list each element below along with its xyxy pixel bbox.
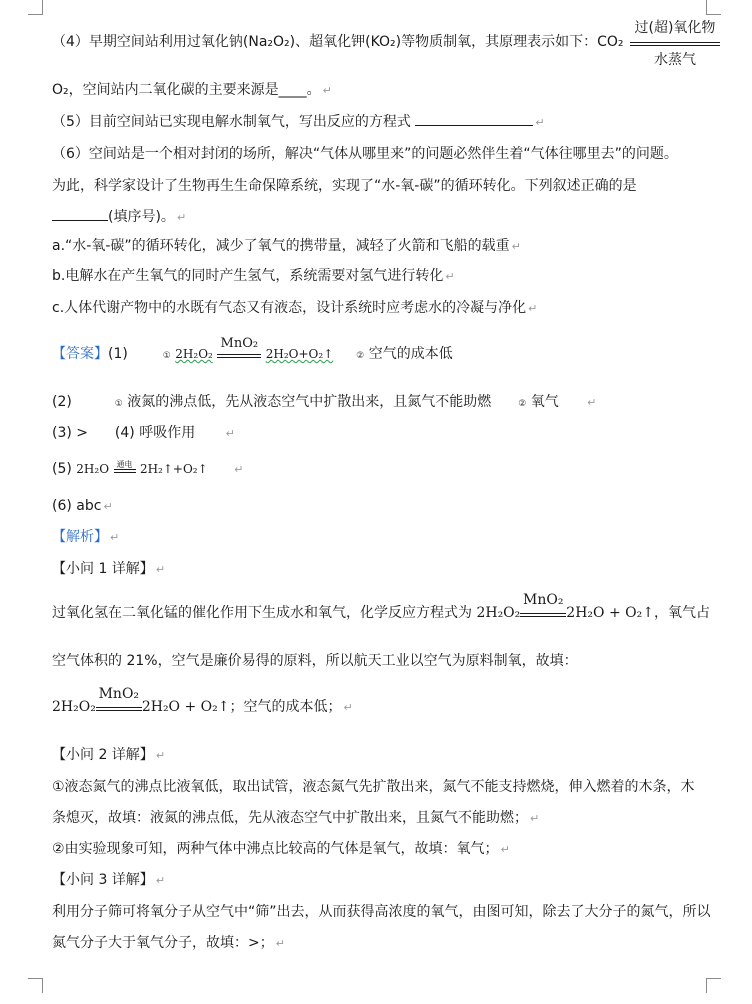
sub3-line1-text: 利用分子筛可将氧分子从空气中“筛”出去，从而获得高浓度的氧气，由图可知，除去了大分子的氮气，所以 xyxy=(52,904,711,920)
question-6-line3 xyxy=(52,206,186,228)
sub1-title xyxy=(52,559,165,580)
paragraph-mark: ↵ xyxy=(322,84,332,97)
answer-2-circle-1: ① xyxy=(114,399,123,409)
paragraph-mark: ↵ xyxy=(535,116,545,129)
paragraph-mark: ↵ xyxy=(445,270,455,283)
sub1-title-text: 【小问 1 详解】 xyxy=(52,561,154,577)
q4-cont: O₂，空间站内二氧化碳的主要来源是____。 xyxy=(52,82,321,98)
paragraph-mark: ↵ xyxy=(110,531,120,544)
question-4-cont xyxy=(52,80,332,101)
sub1-line2 xyxy=(52,651,578,671)
q6-answer-blank[interactable] xyxy=(52,206,108,221)
answer-1-circle-2: ② xyxy=(356,351,365,361)
sub1-line3-eq-arrow xyxy=(96,686,142,711)
analysis-label: 【解析】 xyxy=(52,529,108,545)
answer-1-arrow-bars xyxy=(217,354,261,358)
q6-line2: 为此，科学家设计了生物再生生命保障系统，实现了“水-氧-碳”的循环转化。下列叙述正确的是 xyxy=(52,178,637,194)
answer-line-6 xyxy=(52,496,113,517)
answer-1-circle-1: ① xyxy=(162,351,171,361)
paragraph-mark: ↵ xyxy=(587,396,597,409)
paragraph-mark: ↵ xyxy=(234,463,244,476)
q6-option-c xyxy=(52,298,537,319)
sub2-title xyxy=(52,745,165,766)
q5-text: （5）目前空间站已实现电解水制氧气，写出反应的方程式 xyxy=(52,114,411,130)
paragraph-mark: ↵ xyxy=(343,701,353,714)
sub2-line2-text: 条熄灭，故填：液氮的沸点低，先从液态空气中扩散出来，且氮气不能助燃； xyxy=(52,810,528,826)
answer-3: (3) > xyxy=(52,425,89,441)
q6-option-c-text: c.人体代谢产物中的水既有气态又有液态，设计系统时应考虑水的冷凝与净化 xyxy=(52,300,527,316)
question-5 xyxy=(52,111,545,133)
analysis-heading xyxy=(52,527,119,548)
answer-label: 【答案】 xyxy=(52,346,108,362)
q6-line1: （6）空间站是一个相对封闭的场所，解决“气体从哪里来”的问题必然伴生着“气体往哪里去”的问题。 xyxy=(52,146,678,162)
answer-2-circle-2: ② xyxy=(518,399,527,409)
question-4 xyxy=(52,20,720,68)
answer-5-rhs: 2H₂↑+O₂↑ xyxy=(139,462,208,476)
paragraph-mark: ↵ xyxy=(225,427,235,440)
sub1-eq-arrow xyxy=(520,592,566,617)
q4-arrow-top: 过(超)氧化物 xyxy=(634,20,716,36)
sub2-line1 xyxy=(52,777,695,797)
q6-option-b-text: b.电解水在产生氧气的同时产生氢气，系统需要对氢气进行转化 xyxy=(52,268,444,284)
answer-1-number: (1) xyxy=(108,346,128,362)
answer-1-catalyst: MnO₂ xyxy=(220,336,259,351)
sub1-line3 xyxy=(52,686,353,718)
answer-6: (6) abc xyxy=(52,498,102,514)
sub1-eq-lhs: 2H₂O₂ xyxy=(476,605,521,621)
sub1-eq-catalyst: MnO₂ xyxy=(523,592,564,608)
question-6-line2 xyxy=(52,176,637,196)
q4-reaction-arrow xyxy=(630,20,720,68)
sub1-line1 xyxy=(52,592,710,623)
answer-2-text: 液氮的沸点低，先从液态空气中扩散出来，且氮气不能助燃 xyxy=(127,394,492,410)
margin-corner-top-right xyxy=(706,0,721,15)
sub1-eq-rhs: 2H₂O + O₂↑ xyxy=(566,605,654,621)
answer-line-5 xyxy=(52,459,243,480)
answer-line-3-4 xyxy=(52,423,235,444)
paragraph-mark: ↵ xyxy=(155,749,166,762)
sub3-line1 xyxy=(52,902,711,922)
answer-2-text2: 氧气 xyxy=(530,394,559,410)
sub1-line3-eq-rhs: 2H₂O + O₂↑ xyxy=(141,699,230,715)
answer-5-lhs: 2H₂O xyxy=(76,462,110,476)
q6-option-a-text: a.“水-氧-碳”的循环转化，减少了氧气的携带量，减轻了火箭和飞船的载重 xyxy=(52,238,510,254)
answer-line-2 xyxy=(52,392,596,414)
sub3-line2-text: 氮气分子大于氧气分子，故填：>； xyxy=(52,935,274,951)
answer-1-lhs: 2H₂O₂ xyxy=(175,347,213,361)
sub1-line1-end: ，氧气占 xyxy=(653,605,710,621)
q6-option-a xyxy=(52,236,521,257)
q4-arrow-bars xyxy=(630,42,720,46)
margin-corner-bottom-left xyxy=(28,978,43,993)
q6-option-b xyxy=(52,266,455,287)
paragraph-mark: ↵ xyxy=(530,812,540,825)
sub1-line3-eq-bars xyxy=(96,707,142,711)
sub2-line3 xyxy=(52,839,510,860)
question-6-line1 xyxy=(52,144,678,164)
margin-corner-bottom-right xyxy=(706,978,721,993)
sub2-line2 xyxy=(52,808,539,829)
q6-line3: (填序号)。 xyxy=(108,209,175,225)
q4-text: （4）早期空间站利用过氧化钠(Na₂O₂)、超氧化钾(KO₂)等物质制氧，其原理表示如下：CO₂ xyxy=(52,34,624,50)
sub2-line1-text: ①液态氮气的沸点比液氧低，取出试管，液态氮气先扩散出来，氮气不能支持燃烧，伸入燃着的木条，木 xyxy=(52,779,695,795)
sub1-eq-bars xyxy=(520,613,566,617)
paragraph-mark: ↵ xyxy=(500,843,510,856)
answer-5-number: (5) xyxy=(52,461,72,477)
sub1-line3-end: ；空气的成本低； xyxy=(229,699,342,715)
paragraph-mark: ↵ xyxy=(511,240,521,253)
q4-arrow-bottom: 水蒸气 xyxy=(653,52,696,68)
sub1-line2-text: 空气体积的 21%，空气是廉价易得的原料，所以航天工业以空气为原料制氧，故填： xyxy=(52,653,578,669)
sub1-line3-eq-catalyst: MnO₂ xyxy=(98,686,140,702)
answer-line-1 xyxy=(52,336,453,366)
margin-corner-top-left xyxy=(28,0,43,15)
answer-1-arrow xyxy=(217,336,261,358)
paragraph-mark: ↵ xyxy=(155,563,166,576)
sub3-line2 xyxy=(52,933,285,954)
paragraph-mark: ↵ xyxy=(155,874,166,887)
answer-2-number: (2) xyxy=(52,394,72,410)
paragraph-mark: ↵ xyxy=(528,302,538,315)
sub2-title-text: 【小问 2 详解】 xyxy=(52,747,154,763)
paragraph-mark: ↵ xyxy=(103,500,113,513)
sub3-title-text: 【小问 3 详解】 xyxy=(52,872,154,888)
paragraph-mark: ↵ xyxy=(176,211,187,224)
q5-answer-blank[interactable] xyxy=(415,111,533,126)
sub1-line3-eq-lhs: 2H₂O₂ xyxy=(52,699,96,715)
answer-1-text: 空气的成本低 xyxy=(368,346,453,362)
paragraph-mark: ↵ xyxy=(275,937,285,950)
answer-1-rhs: 2H₂O+O₂↑ xyxy=(265,347,334,361)
sub2-line3-text: ②由实验现象可知，两种气体中沸点比较高的气体是氧气，故填：氧气； xyxy=(52,841,499,857)
sub3-title xyxy=(52,870,165,891)
answer-5-arrow xyxy=(114,460,136,473)
answer-4: (4) 呼吸作用 xyxy=(114,425,196,441)
sub1-line1-text: 过氧化氢在二氧化锰的催化作用下生成水和氧气，化学反应方程式为 xyxy=(52,605,472,621)
answer-5-condition: 通电 xyxy=(116,460,133,469)
